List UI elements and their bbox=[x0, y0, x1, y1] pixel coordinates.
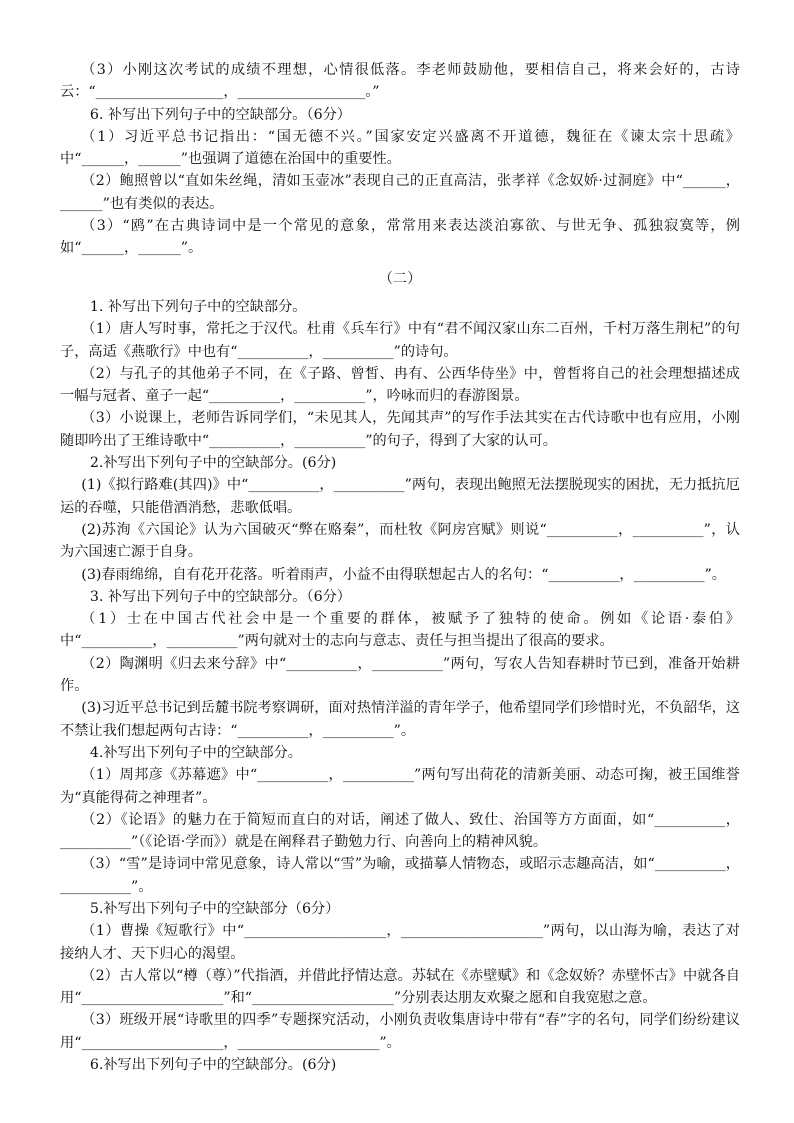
q1-item-1: （1）唐人写时事，常托之于汉代。杜甫《兵车行》中有“君不闻汉家山东二百州，千村万落生荆杞”的句子，高适《燕歌行》中也有“__________，__________”的诗句。 bbox=[60, 321, 740, 360]
q2-title: 2.补写出下列句子中的空缺部分。(6分) bbox=[89, 455, 337, 472]
q2-item-3: (3)春雨绵绵，自有花开花落。听着雨声，小益不由得联想起古人的名句：“__________，__________”。 bbox=[81, 566, 726, 583]
q5-item-3: （3）班级开展“诗歌里的四季”专题探究活动，小刚负责收集唐诗中带有“春”字的名句，同学们纷纷建议用“____________________，____________________”。 bbox=[60, 1012, 740, 1051]
prev-q6-item-3: （3）“鸥”在古典诗词中是一个常见的意象，常常用来表达淡泊寡欲、与世无争、孤独寂寞等，例如“______，______”。 bbox=[60, 218, 740, 257]
prev-q6-item-2: （2）鲍照曾以“直如朱丝绳，清如玉壶冰”表现自己的正直高洁，张孝祥《念奴娇·过洞庭》中“______，______”也有类似的表达。 bbox=[60, 173, 740, 212]
q3-item-2: （2）陶渊明《归去来兮辞》中“__________，__________”两句，写农人告知春耕时节已到，准备开始耕作。 bbox=[60, 655, 740, 695]
q4-item-3: （3）“雪”是诗词中常见意象，诗人常以“雪”为喻，或描摹人情物态，或昭示志趣高洁，如“__________，__________”。 bbox=[60, 856, 740, 895]
document-page bbox=[60, 59, 740, 1076]
q2-item-2: (2)苏洵《六国论》认为六国破灭“弊在赂秦”，而杜牧《阿房宫赋》则说“__________，__________”，认为六国速亡源于自身。 bbox=[60, 521, 740, 561]
prev-q6-item-1: （1）习近平总书记指出：“国无德不兴。”国家安定兴盛离不开道德，魏征在《谏太宗十思疏》中“______，______”也强调了道德在治国中的重要性。 bbox=[60, 128, 740, 168]
prev-q5-item-3: （3）小刚这次考试的成绩不理想，心情很低落。李老师鼓励他，要相信自己，将来会好的，古诗云：“__________________，__________________。” bbox=[60, 62, 740, 101]
q5-item-2: （2）古人常以“樽（尊）”代指酒，并借此抒情达意。苏轼在《赤壁赋》和《念奴娇？赤壁怀古》中就各自用“____________________”和“____________________”分别表达朋友欢聚之愿和自我宽慰之意。 bbox=[60, 967, 740, 1007]
q4-item-2: （2）《论语》的魅力在于简短而直白的对话，阐述了做人、致仕、治国等方方面面，如“__________，__________”（《论语·学而》）就是在阐释君子勤勉力行、向善向上的精神风貌。 bbox=[60, 811, 740, 851]
q3-item-3: (3)习近平总书记到岳麓书院考察调研，面对热情洋溢的青年学子，他希望同学们珍惜时光，不负韶华，这不禁让我们想起两句古诗：“__________，__________”。 bbox=[60, 700, 740, 739]
q1-title: 1. 补写出下列句子中的空缺部分。 bbox=[89, 298, 307, 315]
q5-item-1: （1）曹操《短歌行》中“____________________，____________________”两句，以山海为喻，表达了对接纳人才、天下归心的渴望。 bbox=[60, 923, 740, 962]
q1-item-3: （3）小说课上，老师告诉同学们，“未见其人，先闻其声”的写作手法其实在古代诗歌中也有应用，小刚随即吟出了王维诗歌中“__________，__________”的句子，得到了大家的认可。 bbox=[60, 410, 740, 449]
q5-title: 5.补写出下列句子中的空缺部分（6分） bbox=[89, 900, 340, 917]
q4-item-1: （1）周邦彦《苏幕遮》中“__________，__________”两句写出荷花的清新美丽、动态可掬，被王国维誉为“真能得荷之神理者”。 bbox=[60, 767, 740, 806]
q3-title: 3. 补写出下列句子中的空缺部分。（6分） bbox=[89, 588, 351, 605]
q6-title: 6.补写出下列句子中的空缺部分。(6分) bbox=[89, 1057, 337, 1074]
prev-q6-title: 6. 补写出下列句子中的空缺部分。（6分） bbox=[89, 106, 351, 123]
section-heading: （二） bbox=[378, 270, 422, 287]
q2-item-1: (1)《拟行路难(其四)》中“__________，__________”两句，表现出鲍照无法摆脱现实的困扰，无力抵抗厄运的吞噬，只能借酒消愁，悲歌低唱。 bbox=[60, 477, 740, 516]
q3-item-1: （1）士在中国古代社会中是一个重要的群体，被赋予了独特的使命。例如《论语·泰伯》中“__________，__________”两句就对士的志向与意志、责任与担当提出了很高的要求。 bbox=[60, 611, 740, 650]
q4-title: 4.补写出下列句子中的空缺部分。 bbox=[89, 744, 302, 761]
q1-item-2: （2）与孔子的其他弟子不同，在《子路、曾皙、冉有、公西华侍坐》中，曾皙将自己的社会理想描述成一幅与冠者、童子一起“__________，__________”，吟咏而归的春游图景。 bbox=[60, 365, 740, 405]
